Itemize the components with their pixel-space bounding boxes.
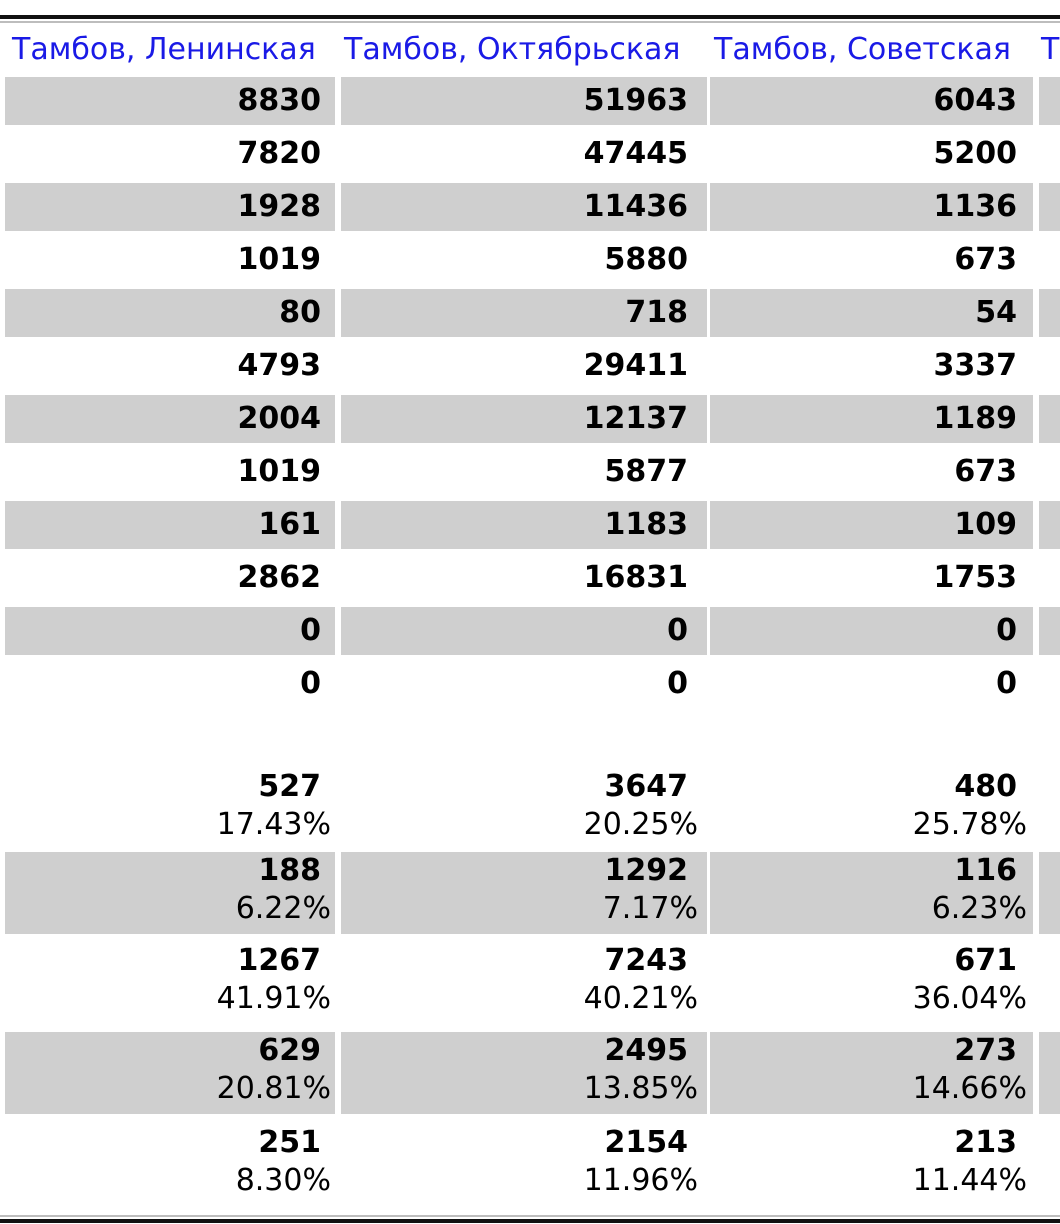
vote-count: 1292 xyxy=(604,853,688,888)
table-row xyxy=(0,289,1060,337)
column-header-leninskaya[interactable]: Тамбов, Ленинская xyxy=(12,32,316,67)
cell-value: 5880 xyxy=(604,242,688,277)
vote-count: 188 xyxy=(258,853,321,888)
cell-value: 0 xyxy=(996,666,1017,701)
table-cell xyxy=(341,1124,707,1206)
cell-value: 109 xyxy=(954,507,1017,542)
table-cell xyxy=(710,342,1033,390)
vote-percent: 17.43% xyxy=(216,807,331,842)
table-cell xyxy=(341,942,707,1024)
cell-value: 1753 xyxy=(933,560,1017,595)
table-cell xyxy=(710,77,1033,125)
vote-count: 251 xyxy=(258,1125,321,1160)
table-header xyxy=(0,30,1060,70)
table-cell xyxy=(710,236,1033,284)
cell-value: 3337 xyxy=(933,348,1017,383)
table-cell xyxy=(341,448,707,496)
table-cell xyxy=(1039,183,1060,231)
table-cell xyxy=(710,289,1033,337)
table-cell xyxy=(1039,1032,1060,1114)
table-row xyxy=(0,395,1060,443)
table-cell xyxy=(5,942,335,1024)
table-top-border xyxy=(0,15,1060,19)
table-row xyxy=(0,448,1060,496)
table-cell xyxy=(710,942,1033,1024)
candidate-row xyxy=(0,768,1060,850)
table-cell xyxy=(5,501,335,549)
vote-percent: 13.85% xyxy=(583,1071,698,1106)
vote-count: 1267 xyxy=(237,943,321,978)
table-cell xyxy=(341,554,707,602)
vote-count: 2154 xyxy=(604,1125,688,1160)
column-header-truncated[interactable]: Т xyxy=(1041,32,1060,67)
cell-value: 1928 xyxy=(237,189,321,224)
vote-percent: 7.17% xyxy=(602,891,698,926)
table-cell xyxy=(5,236,335,284)
cell-value: 29411 xyxy=(583,348,688,383)
cell-value: 5200 xyxy=(933,136,1017,171)
table-cell xyxy=(5,130,335,178)
vote-percent: 36.04% xyxy=(912,981,1027,1016)
table-cell xyxy=(341,768,707,850)
table-row xyxy=(0,236,1060,284)
table-cell xyxy=(1039,607,1060,655)
vote-count: 213 xyxy=(954,1125,1017,1160)
vote-count: 7243 xyxy=(604,943,688,978)
table-row xyxy=(0,607,1060,655)
table-cell xyxy=(1039,501,1060,549)
table-cell xyxy=(710,130,1033,178)
table-row xyxy=(0,501,1060,549)
cell-value: 161 xyxy=(258,507,321,542)
vote-percent: 11.96% xyxy=(583,1163,698,1198)
table-cell xyxy=(1039,942,1060,1024)
table-cell xyxy=(710,1124,1033,1206)
table-row xyxy=(0,183,1060,231)
cell-value: 47445 xyxy=(583,136,688,171)
table-cell xyxy=(5,289,335,337)
table-cell xyxy=(1039,554,1060,602)
table-cell xyxy=(1039,236,1060,284)
table-cell xyxy=(710,768,1033,850)
vote-count: 273 xyxy=(954,1033,1017,1068)
cell-value: 7820 xyxy=(237,136,321,171)
table-cell xyxy=(341,501,707,549)
table-cell xyxy=(710,395,1033,443)
table-cell xyxy=(341,289,707,337)
cell-value: 54 xyxy=(975,295,1017,330)
cell-value: 0 xyxy=(300,666,321,701)
table-cell xyxy=(341,852,707,934)
table-cell xyxy=(1039,1124,1060,1206)
table-cell xyxy=(5,1124,335,1206)
table-row xyxy=(0,342,1060,390)
cell-value: 0 xyxy=(667,666,688,701)
table-cell xyxy=(5,607,335,655)
candidate-row xyxy=(0,1032,1060,1114)
cell-value: 1019 xyxy=(237,242,321,277)
table-cell xyxy=(1039,130,1060,178)
cell-value: 1183 xyxy=(604,507,688,542)
cell-value: 6043 xyxy=(933,83,1017,118)
table-cell xyxy=(1039,768,1060,850)
table-cell xyxy=(710,607,1033,655)
cell-value: 4793 xyxy=(237,348,321,383)
table-cell xyxy=(710,183,1033,231)
cell-value: 5877 xyxy=(604,454,688,489)
cell-value: 12137 xyxy=(583,401,688,436)
table-cell xyxy=(5,342,335,390)
table-cell xyxy=(710,448,1033,496)
table-cell xyxy=(341,607,707,655)
vote-percent: 25.78% xyxy=(912,807,1027,842)
table-cell xyxy=(341,395,707,443)
vote-percent: 6.23% xyxy=(931,891,1027,926)
table-cell xyxy=(1039,342,1060,390)
table-cell xyxy=(1039,77,1060,125)
table-cell xyxy=(341,660,707,708)
table-cell xyxy=(5,395,335,443)
vote-count: 3647 xyxy=(604,769,688,804)
cell-value: 673 xyxy=(954,242,1017,277)
table-cell xyxy=(5,1032,335,1114)
candidate-row xyxy=(0,852,1060,934)
table-cell xyxy=(5,77,335,125)
table-bottom-border-inner xyxy=(0,1215,1060,1217)
table-cell xyxy=(710,660,1033,708)
table-cell xyxy=(341,77,707,125)
table-cell xyxy=(1039,395,1060,443)
cell-value: 51963 xyxy=(583,83,688,118)
table-cell xyxy=(5,660,335,708)
table-cell xyxy=(1039,289,1060,337)
table-row xyxy=(0,130,1060,178)
cell-value: 11436 xyxy=(583,189,688,224)
table-cell xyxy=(5,852,335,934)
cell-value: 2004 xyxy=(237,401,321,436)
vote-count: 527 xyxy=(258,769,321,804)
table-cell xyxy=(5,448,335,496)
cell-value: 718 xyxy=(625,295,688,330)
table-cell xyxy=(341,342,707,390)
vote-count: 671 xyxy=(954,943,1017,978)
table-cell xyxy=(5,554,335,602)
vote-percent: 41.91% xyxy=(216,981,331,1016)
vote-count: 480 xyxy=(954,769,1017,804)
table-cell xyxy=(5,768,335,850)
column-header-oktyabrskaya[interactable]: Тамбов, Октябрьская xyxy=(344,32,681,67)
cell-value: 1136 xyxy=(933,189,1017,224)
cell-value: 1019 xyxy=(237,454,321,489)
table-row xyxy=(0,77,1060,125)
table-row xyxy=(0,660,1060,708)
vote-percent: 20.81% xyxy=(216,1071,331,1106)
vote-percent: 20.25% xyxy=(583,807,698,842)
table-cell xyxy=(1039,660,1060,708)
vote-count: 2495 xyxy=(604,1033,688,1068)
table-cell xyxy=(710,852,1033,934)
cell-value: 0 xyxy=(300,613,321,648)
table-cell xyxy=(5,183,335,231)
vote-percent: 8.30% xyxy=(235,1163,331,1198)
cell-value: 8830 xyxy=(237,83,321,118)
vote-count: 629 xyxy=(258,1033,321,1068)
table-cell xyxy=(341,236,707,284)
vote-percent: 40.21% xyxy=(583,981,698,1016)
table-cell xyxy=(341,183,707,231)
table-cell xyxy=(341,1032,707,1114)
column-header-sovetskaya[interactable]: Тамбов, Советская xyxy=(714,32,1011,67)
table-cell xyxy=(710,501,1033,549)
vote-percent: 14.66% xyxy=(912,1071,1027,1106)
candidate-row xyxy=(0,942,1060,1024)
candidate-row xyxy=(0,1124,1060,1206)
cell-value: 673 xyxy=(954,454,1017,489)
table-cell xyxy=(341,130,707,178)
table-row xyxy=(0,554,1060,602)
cell-value: 0 xyxy=(667,613,688,648)
table-top-border-inner xyxy=(0,21,1060,23)
cell-value: 80 xyxy=(279,295,321,330)
table-cell xyxy=(1039,852,1060,934)
cell-value: 1189 xyxy=(933,401,1017,436)
table-cell xyxy=(710,1032,1033,1114)
table-bottom-border xyxy=(0,1219,1060,1223)
cell-value: 2862 xyxy=(237,560,321,595)
table-cell xyxy=(710,554,1033,602)
vote-percent: 11.44% xyxy=(912,1163,1027,1198)
cell-value: 16831 xyxy=(583,560,688,595)
vote-percent: 6.22% xyxy=(235,891,331,926)
cell-value: 0 xyxy=(996,613,1017,648)
table-cell xyxy=(1039,448,1060,496)
vote-count: 116 xyxy=(954,853,1017,888)
